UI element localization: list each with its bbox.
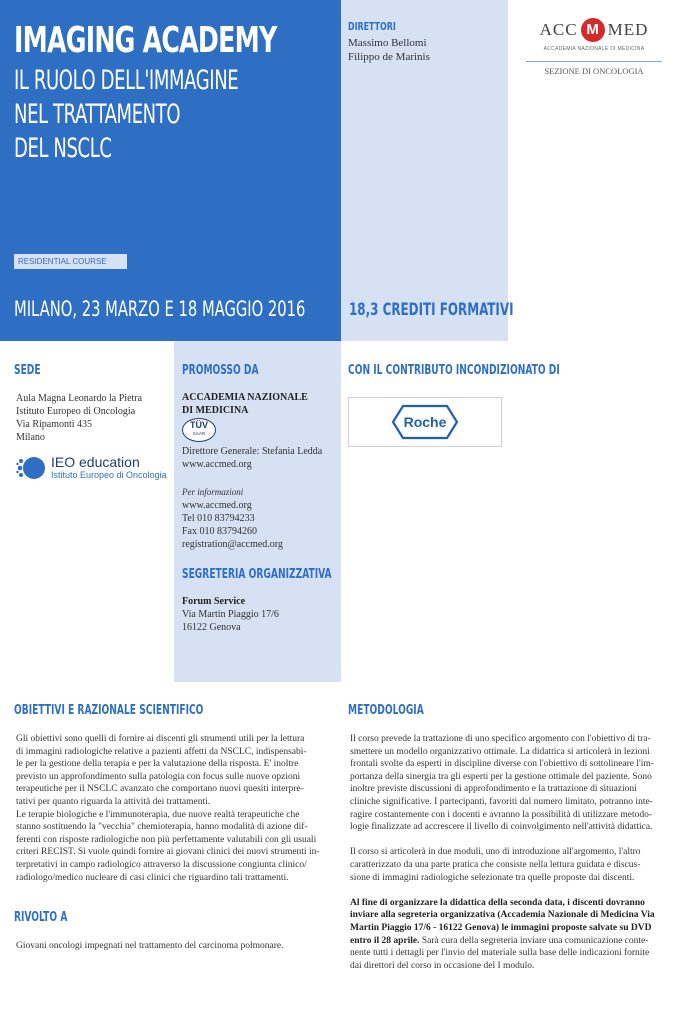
- sede-heading: SEDE: [14, 363, 41, 378]
- subtitle-line: NEL TRATTAMENTO: [14, 99, 181, 130]
- sede-address: Aula Magna Leonardo la Pietra Istituto Europeo di Oncologia Via Ripamonti 435 Milano: [16, 393, 143, 443]
- promosso-contact: Direttore Generale: Stefania Ledda www.accmed.org: [182, 446, 323, 470]
- promosso-heading: PROMOSSO DA: [182, 363, 259, 378]
- ieo-dots-icon: [16, 455, 48, 481]
- obiettivi-heading: OBIETTIVI E RAZIONALE SCIENTIFICO: [14, 703, 204, 718]
- logo-circle-icon: M: [581, 18, 605, 42]
- direttore-name: Filippo de Marinis: [348, 51, 430, 63]
- rivolto-heading: RIVOLTO A: [14, 910, 68, 925]
- direttore-name: Massimo Bellomi: [348, 37, 427, 49]
- subtitle-line: DEL NSCLC: [14, 133, 112, 164]
- info-lines: www.accmed.org Tel 010 83794233 Fax 010 83794260 registration@accmed.org: [182, 500, 283, 550]
- course-type-badge: RESIDENTIAL COURSE: [14, 254, 127, 269]
- ieo-logo: IEO education Istituto Europeo di Oncologia: [16, 455, 167, 481]
- event-date: MILANO, 23 MARZO E 18 MAGGIO 2016: [14, 297, 306, 321]
- contributo-heading: CON IL CONTRIBUTO INCONDIZIONATO DI: [348, 363, 560, 378]
- direttori-heading: DIRETTORI: [348, 20, 396, 33]
- segreteria-address: Forum Service Via Martin Piaggio 17/6 16122 Genova: [182, 596, 279, 633]
- subtitle-line: IL RUOLO DELL'IMMAGINE: [14, 65, 239, 96]
- promosso-org: ACCADEMIA NAZIONALE DI MEDICINA: [182, 392, 308, 416]
- main-title: IMAGING ACADEMY: [14, 20, 277, 61]
- obiettivi-text: Gli obiettivi sono quelli di fornire ai discenti gli strumenti utili per la lettura di immagini radiologiche relative a pazienti affetti da NSCLC, indispensabi- le per la gestione della terapia e per la valutazione della risposta. E' inoltre previsto un approfondimento sulla patologia con focus sulle nuove opzioni terapeutiche per il NSCLC avanzato che comportano nuovi quesiti interpre- tativi per quanto riguarda la attività dei trattamenti. Le terapie biologiche e l'immunoterapia, due nuove realtà terapeutiche che stanno sostituendo la "vecchia" chemioterapia, hanno modalità di azione dif- ferenti con risposte radiologiche non più perfettamente valutabili con gli usuali criteri RECIST. Si vuole quindi fornire ai giovani clinici dei nuovi strumenti in- terpretativi in campo radiologico attraverso la discussione congiunta clinico/ radiologo/medico nucleare di casi clinici che riguardino tali trattamenti.: [16, 734, 320, 883]
- logo-section: SEZIONE DI ONCOLOGIA: [544, 66, 644, 76]
- subtitle: [14, 64, 238, 166]
- logo-right-text: MED: [607, 20, 649, 39]
- metodologia-text: Il corso prevede la trattazione di uno specifico argomento con l'obiettivo di tra- smettere un modello organizzativo ottimale. La didattica si articolerà in lezioni frontali svolte da esperti in discipline diverse con l'obiettivo di sottolineare l'im- portanza della sinergia tra gli esperti per la gestione ottimale del paziente. Sono inoltre previste discussioni di approfondimento e la trattazione di situazioni cliniche significative. I partecipanti, favoriti dal numero limitato, potranno inte- ragire costantemente con i docenti e avranno la possibilità di utilizzare metodo- logie finalizzate ad accrescere il livello di coinvolgimento nell'attività didattica. Il corso si articolerà in due moduli, uno di introduzione all'argomento, l'altro caratterizzato da una parte pratica che consiste nella lettura guidata e discus- sione di immagini radiologiche selezionate tra quelle proposte dai discenti. Al fine di organizzare la didattica della seconda data, i discenti dovranno inviare alla segreteria organizzativa (Accademia Nazionale di Medicina Via Martin Piaggio 17/6 - 16122 Genova) le immagini proposte salvate su DVD entro il 28 aprile. Sarà cura della segreteria inviare una comunicazione conte- nente tutti i dettagli per l'invio del materiale sulla base delle indicazioni fornite dai direttori del corso in occasione del I modulo.: [350, 734, 655, 971]
- accmed-logo: [526, 16, 662, 76]
- metodologia-heading: METODOLOGIA: [348, 703, 424, 718]
- segreteria-heading: SEGRETERIA ORGANIZZATIVA: [182, 567, 332, 582]
- tuv-badge-icon: TÜV SAAR: [182, 418, 216, 442]
- sponsor-box: [348, 397, 502, 447]
- sponsor-name: Roche: [403, 414, 447, 430]
- rivolto-text: Giovani oncologi impegnati nel trattamento del carcinoma polmonare.: [16, 941, 284, 951]
- logo-left-text: ACC: [539, 20, 578, 39]
- credits-label: 18,3 CREDITI FORMATIVI: [349, 300, 514, 320]
- logo-subtitle: ACCADEMIA NAZIONALE DI MEDICINA: [543, 46, 645, 52]
- info-label: Per informazioni: [182, 487, 244, 497]
- logo-divider: [526, 61, 662, 62]
